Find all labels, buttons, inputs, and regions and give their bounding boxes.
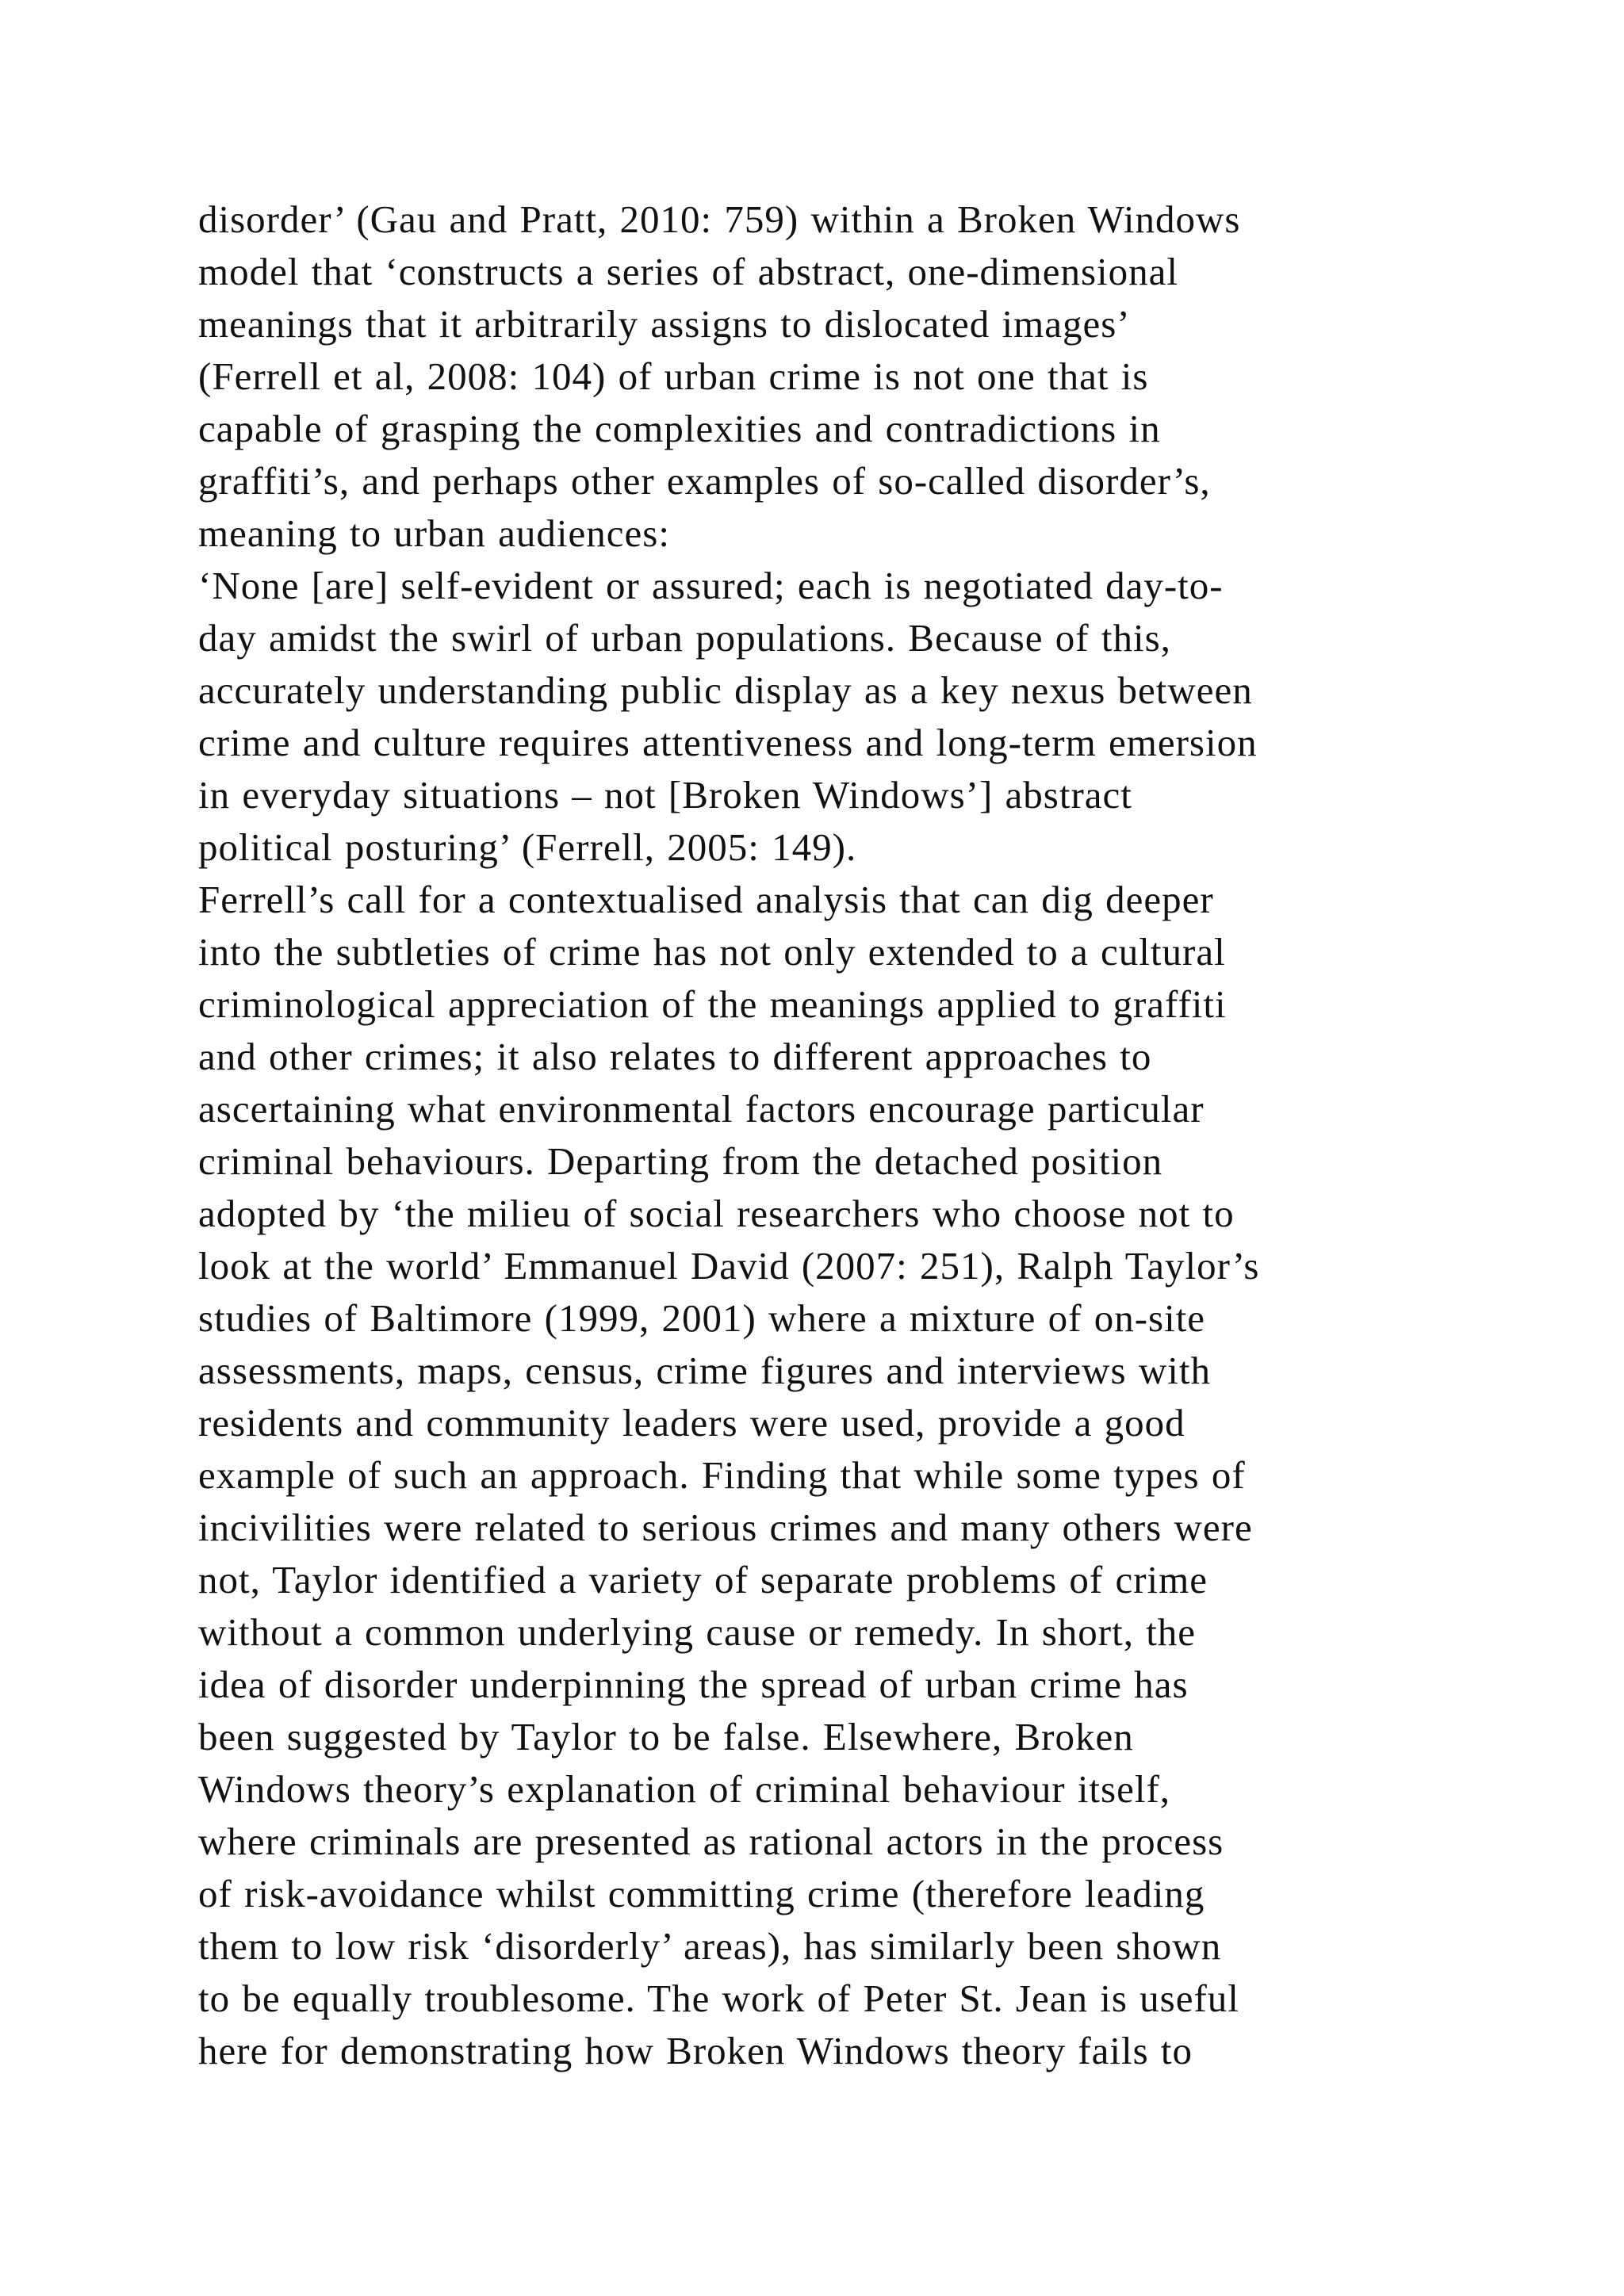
text-line: capable of grasping the complexities and contradictions in <box>198 407 1161 450</box>
text-line: incivilities were related to serious crimes and many others were <box>198 1506 1253 1549</box>
text-line: ascertaining what environmental factors encourage particular <box>198 1087 1205 1131</box>
text-line: them to low risk ‘disorderly’ areas), has similarly been shown <box>198 1924 1222 1968</box>
text-line: criminal behaviours. Departing from the detached position <box>198 1139 1163 1183</box>
body-text <box>198 193 1499 2077</box>
text-line: Ferrell’s call for a contextualised analysis that can dig deeper <box>198 878 1214 921</box>
text-line: studies of Baltimore (1999, 2001) where a mixture of on-site <box>198 1296 1206 1340</box>
text-line: model that ‘constructs a series of abstract, one-dimensional <box>198 250 1179 293</box>
text-line: Windows theory’s explanation of criminal behaviour itself, <box>198 1767 1171 1811</box>
text-line: meanings that it arbitrarily assigns to dislocated images’ <box>198 302 1131 346</box>
text-line: meaning to urban audiences: <box>198 511 670 555</box>
text-line: adopted by ‘the milieu of social researchers who choose not to <box>198 1192 1235 1235</box>
text-line: disorder’ (Gau and Pratt, 2010: 759) within a Broken Windows <box>198 197 1241 241</box>
text-line: day amidst the swirl of urban populations. Because of this, <box>198 616 1171 660</box>
text-line: to be equally troublesome. The work of Peter St. Jean is useful <box>198 1976 1239 2020</box>
text-line: in everyday situations – not [Broken Windows’] abstract <box>198 773 1132 817</box>
text-line: into the subtleties of crime has not only extended to a cultural <box>198 930 1226 974</box>
text-line: ‘None [are] self-evident or assured; each is negotiated day-to- <box>198 564 1224 607</box>
text-line: where criminals are presented as rational actors in the process <box>198 1820 1224 1863</box>
text-line: assessments, maps, census, crime figures and interviews with <box>198 1349 1211 1392</box>
text-line: without a common underlying cause or remedy. In short, the <box>198 1610 1197 1654</box>
text-line: idea of disorder underpinning the spread of urban crime has <box>198 1663 1189 1706</box>
text-line: example of such an approach. Finding that while some types of <box>198 1453 1246 1497</box>
text-line: of risk-avoidance whilst committing crime (therefore leading <box>198 1872 1205 1915</box>
text-line: and other crimes; it also relates to different approaches to <box>198 1035 1152 1078</box>
text-line: crime and culture requires attentiveness and long-term emersion <box>198 721 1258 764</box>
text-line: here for demonstrating how Broken Windows theory fails to <box>198 2029 1193 2072</box>
text-line: political posturing’ (Ferrell, 2005: 149). <box>198 825 857 869</box>
text-line: been suggested by Taylor to be false. Elsewhere, Broken <box>198 1715 1134 1758</box>
text-line: criminological appreciation of the meanings applied to graffiti <box>198 982 1227 1026</box>
text-line: residents and community leaders were used, provide a good <box>198 1401 1185 1445</box>
text-line: not, Taylor identified a variety of separate problems of crime <box>198 1558 1208 1601</box>
text-line: look at the world’ Emmanuel David (2007: 251), Ralph Taylor’s <box>198 1244 1260 1288</box>
text-line: graffiti’s, and perhaps other examples of so-called disorder’s, <box>198 459 1211 503</box>
text-line: accurately understanding public display as a key nexus between <box>198 668 1253 712</box>
text-line: (Ferrell et al, 2008: 104) of urban crime is not one that is <box>198 354 1149 398</box>
